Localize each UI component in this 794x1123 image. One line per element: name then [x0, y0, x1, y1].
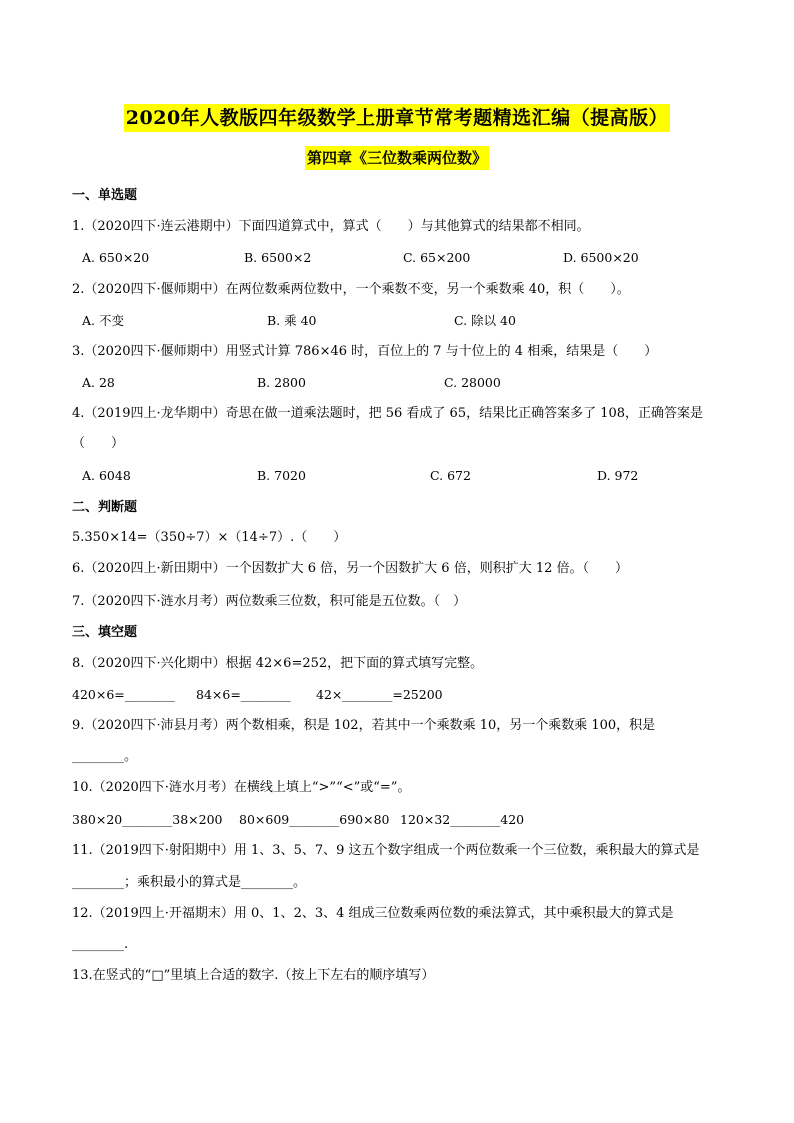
- question-7: 7.（2020四下·涟水月考）两位数乘三位数，积可能是五位数。（ ）: [72, 594, 467, 609]
- q4-option-d: D. 972: [597, 468, 639, 483]
- q2-option-b: B. 乘 40: [267, 313, 317, 328]
- title-block: [0, 104, 794, 132]
- section-heading-single-choice: 一、单选题: [72, 188, 138, 203]
- subtitle-block: [0, 146, 794, 170]
- question-10: 10.（2020四下·涟水月考）在横线上填上“>”“<”或“=”。: [72, 780, 411, 795]
- section-heading-true-false: 二、判断题: [72, 500, 138, 515]
- q4-option-c: C. 672: [430, 468, 471, 483]
- question-6: 6.（2020四上·新田期中）一个因数扩大 6 倍，另一个因数扩大 6 倍，则积扩大 12 倍。（ ）: [72, 561, 628, 576]
- question-3: 3.（2020四下·偃师期中）用竖式计算 786×46 时，百位上的 7 与十位上的 4 相乘，结果是（ ）: [72, 344, 658, 359]
- question-12-blank: ________.: [72, 937, 129, 952]
- question-4-answer-paren: （ ）: [72, 436, 125, 451]
- q1-option-c: C. 65×200: [403, 250, 471, 265]
- q3-option-b: B. 2800: [257, 375, 306, 390]
- section-heading-fill-blank: 三、填空题: [72, 625, 138, 640]
- question-12: 12.（2019四上·开福期末）用 0、1、2、3、4 组成三位数乘两位数的乘法算式，其中乘积最大的算式是: [72, 906, 674, 921]
- q8-item-3: 42×________=25200: [316, 687, 443, 702]
- q4-option-a: A. 6048: [82, 468, 131, 483]
- question-9: 9.（2020四下·沛县月考）两个数相乘，积是 102，若其中一个乘数乘 10，另一个乘数乘 100，积是: [72, 718, 656, 733]
- q2-option-a: A. 不变: [82, 313, 124, 328]
- question-5: 5.350×14=（350÷7）×（14÷7）.（ ）: [72, 530, 347, 545]
- document-title: 2020年人教版四年级数学上册章节常考题精选汇编（提高版）: [124, 104, 670, 132]
- q4-option-b: B. 7020: [257, 468, 306, 483]
- q8-item-2: 84×6=________: [196, 687, 291, 702]
- question-4: 4.（2019四上·龙华期中）奇思在做一道乘法题时，把 56 看成了 65，结果比正确答案多了 108，正确答案是: [72, 406, 704, 421]
- q1-option-b: B. 6500×2: [244, 250, 312, 265]
- question-2: 2.（2020四下·偃师期中）在两位数乘两位数中，一个乘数不变，另一个乘数乘 40，积（ ）。: [72, 282, 630, 297]
- question-11: 11.（2019四下·射阳期中）用 1、3、5、7、9 这五个数字组成一个两位数乘一个三位数，乘积最大的算式是: [72, 843, 700, 858]
- q3-option-c: C. 28000: [444, 375, 501, 390]
- q2-option-c: C. 除以 40: [454, 313, 516, 328]
- q8-item-1: 420×6=________: [72, 687, 175, 702]
- question-11-blanks: ________；乘积最小的算式是________。: [72, 875, 307, 890]
- q10-item-2: 80×609________690×80: [239, 812, 390, 827]
- q3-option-a: A. 28: [82, 375, 115, 390]
- q10-item-1: 380×20________38×200: [72, 812, 223, 827]
- chapter-title: 第四章《三位数乘两位数》: [305, 146, 489, 170]
- q1-option-a: A. 650×20: [82, 250, 150, 265]
- question-13: 13.在竖式的“□”里填上合适的数字.（按上下左右的顺序填写）: [72, 968, 435, 983]
- q1-option-d: D. 6500×20: [563, 250, 639, 265]
- question-1: 1.（2020四下·连云港期中）下面四道算式中，算式（ ）与其他算式的结果都不相同。: [72, 219, 590, 234]
- q10-item-3: 120×32________420: [400, 812, 525, 827]
- question-9-blank: ________。: [72, 749, 138, 764]
- question-8: 8.（2020四下·兴化期中）根据 42×6=252，把下面的算式填写完整。: [72, 656, 484, 671]
